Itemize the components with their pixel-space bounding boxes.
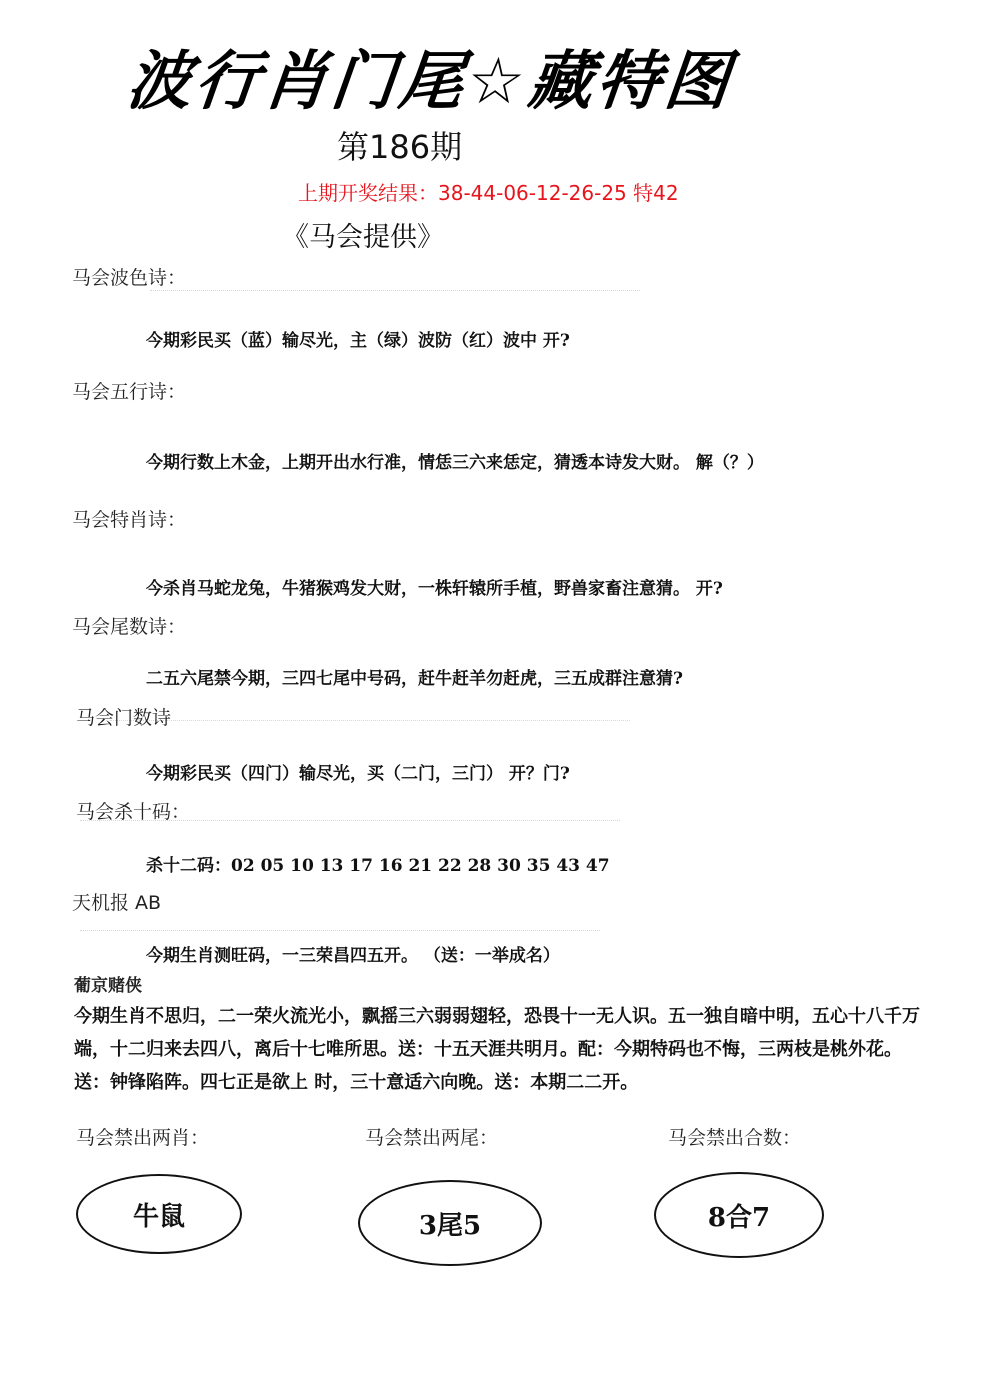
ban-label-tail: 马会禁出两尾： bbox=[365, 1127, 499, 1149]
section-poem-zodiac: 今杀肖马蛇龙兔，牛猪猴鸡发大财，一株轩辕所手植，野兽家畜注意猜。 开? bbox=[146, 579, 723, 599]
ban-oval-tail bbox=[358, 1180, 542, 1266]
provider-label: 《马会提供》 bbox=[282, 222, 444, 253]
ban-value-sum: 8合7 bbox=[707, 1202, 771, 1233]
section-poem-wave: 今期彩民买（蓝）输尽光，主（绿）波防（红）波中 开? bbox=[146, 331, 570, 351]
last-result: 上期开奖结果：38-44-06-12-26-25 特42 bbox=[298, 181, 679, 205]
section-heading-door: 马会门数诗 bbox=[76, 707, 172, 729]
ban-value-tail: 3尾5 bbox=[418, 1210, 482, 1241]
section-heading-kill: 马会杀十码： bbox=[76, 801, 191, 823]
section-poem-door: 今期彩民买（四门）输尽光，买（二门，三门） 开？门? bbox=[146, 764, 570, 784]
section-poem-tail: 二五六尾禁今期，三四七尾中号码，赶牛赶羊勿赶虎，三五成群注意猜? bbox=[146, 669, 683, 689]
putao-text: 今期生肖不思归，二一荣火流光小，飘摇三六弱弱翅轻，恐畏十一无人识。五一独自暗中明，五心十八千万端，十二归来去四八，离后十七唯所思。送：十五天涯共明月。配：今期特码也不悔，三两枝是桃外花。送：钟锋陷阵。四七正是欲上 时，三十意适六向晚。送：本期二二开。 bbox=[74, 1006, 920, 1093]
ban-value-zodiac: 牛鼠 bbox=[132, 1201, 185, 1232]
ban-oval-zodiac bbox=[76, 1174, 242, 1254]
putao-heading: 葡京赌侠 bbox=[74, 976, 142, 996]
ban-label-zodiac: 马会禁出两肖： bbox=[76, 1127, 210, 1149]
section-heading-tianji: 天机报 AB bbox=[72, 892, 162, 914]
section-heading-tail: 马会尾数诗： bbox=[72, 616, 187, 638]
section-heading-five-elements: 马会五行诗： bbox=[72, 381, 187, 403]
ban-label-sum: 马会禁出合数： bbox=[668, 1127, 802, 1149]
issue-number: 第186期 bbox=[337, 128, 463, 166]
section-heading-zodiac: 马会特肖诗： bbox=[72, 509, 187, 531]
page-title: 波行肖门尾☆藏特图 bbox=[123, 45, 737, 119]
ban-oval-sum bbox=[654, 1172, 824, 1258]
section-poem-kill: 杀十二码：02 05 10 13 17 16 21 22 28 30 35 43 47 bbox=[146, 856, 610, 876]
section-poem-five-elements: 今期行数上木金，上期开出水行准，情恁三六来恁定，猜透本诗发大财。 解（？） bbox=[146, 453, 764, 473]
section-heading-wave: 马会波色诗： bbox=[72, 267, 187, 289]
section-poem-tianji: 今期生肖测旺码，一三荣昌四五开。 （送：一举成名） bbox=[146, 946, 560, 966]
